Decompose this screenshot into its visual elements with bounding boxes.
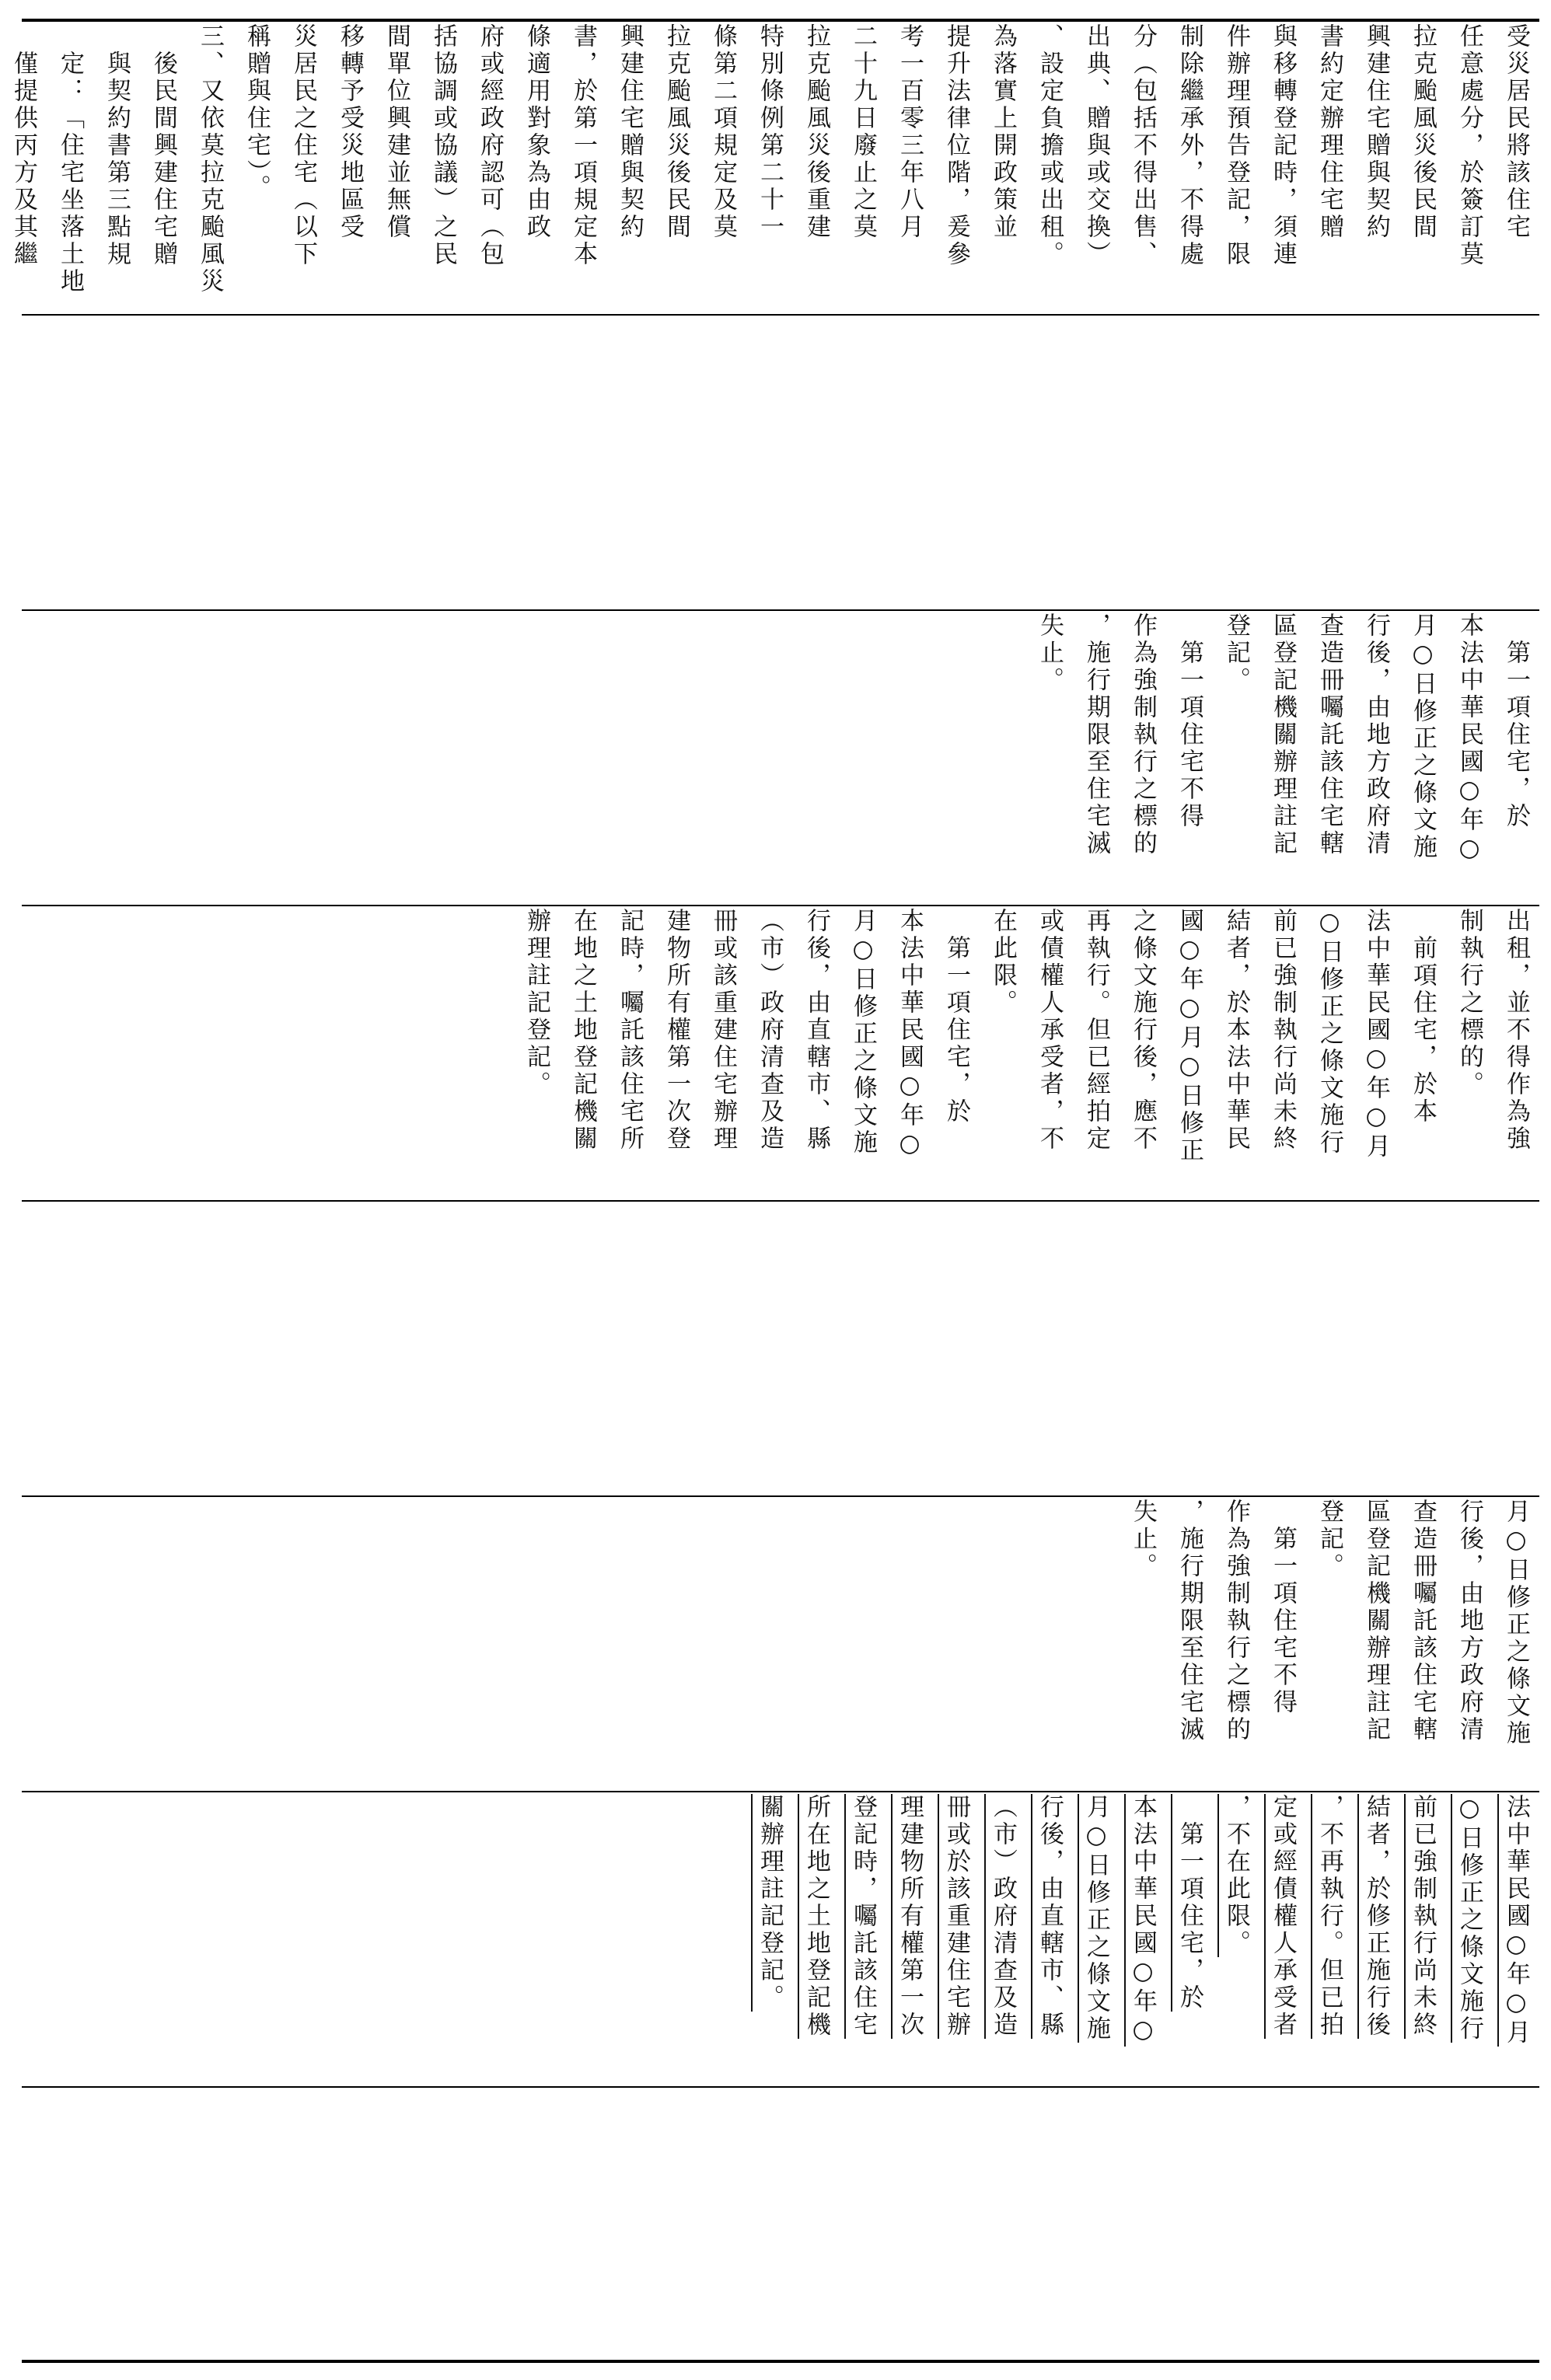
current-provision-text [1120,1499,1539,1789]
text-line: 第一項住宅不得 [1175,612,1203,830]
text-line: 法中華民國○年○月 [1502,1794,1530,2047]
text-line: 在地之土地登記機關 [569,908,597,1153]
text-line: 出租，並不得作為強 [1502,908,1530,1153]
text-line: 再執行。但已經拍定 [1082,908,1110,1153]
text-line: ，不再執行。但已拍 [1315,1794,1343,2039]
text-line: 第一項住宅，於 [942,908,970,1125]
text-line: 考一百零三年八月 [896,23,924,241]
text-line: 第一項住宅，於 [1502,612,1530,830]
blank-section [22,2089,1539,2358]
current-provision-text [1026,612,1539,903]
text-line: 作為強制執行之標的 [1222,1499,1250,1743]
blank-section [22,317,1539,608]
text-line: 與移轉登記時，須連 [1269,23,1297,268]
text-line: 理建物所有權第一次 [896,1794,924,2039]
text-line: ○日修正之條文施行 [1315,908,1343,1157]
text-line: 書約定辦理住宅贈 [1315,23,1343,241]
text-line: ，施行期限至住宅滅 [1082,612,1110,857]
text-line: 月○日修正之條文施 [1082,1794,1110,2043]
amended-provision-section [22,908,1539,1199]
blank-section [22,1203,1539,1494]
text-line: 前已強制執行尚未終 [1409,1794,1437,2039]
text-line: 受災居民將該住宅 [1502,23,1530,241]
text-line: 冊或於該重建住宅辦 [942,1794,970,2039]
divider-rule [22,1495,1539,1497]
text-line: 災居民之住宅（以下 [289,23,317,268]
text-line: 移轉予受災地區受 [336,23,364,241]
text-line: 之條文施行後，應不 [1129,908,1157,1153]
text-line: 查造冊囑託該住宅轄 [1315,612,1343,857]
text-line: ，施行期限至住宅滅 [1175,1499,1203,1743]
text-line: 月○日修正之條文施 [1502,1499,1530,1747]
amended-provision-text [513,908,1539,1199]
text-line: 登記。 [1222,612,1250,694]
text-line: 本法中華民國○年○ [896,908,924,1160]
amended-provision-section [22,1794,1539,2085]
text-line: 作為強制執行之標的 [1129,612,1157,857]
text-line: 月○日修正之條文施 [1409,612,1437,861]
text-line: 拉克颱風災後民間 [662,23,690,241]
text-line: 條第二項規定及莫 [709,23,737,241]
divider-rule [22,2086,1539,2088]
text-line: 定或經債權人承受者 [1269,1794,1297,2039]
text-line: 前已強制執行尚未終 [1269,908,1297,1153]
divider-rule [22,314,1539,316]
text-line: 書，於第一項規定本 [569,23,597,268]
text-line: （市）政府清查及造 [989,1794,1017,2039]
text-line: 行後，由地方政府清 [1455,1499,1483,1743]
text-line: 、設定負擔或出租。 [1036,23,1064,268]
text-line: 所在地之土地登記機 [802,1794,830,2039]
top-rule [22,19,1539,22]
text-line: 登記。 [1315,1499,1343,1580]
text-line: 失止。 [1036,612,1064,694]
text-line: 行後，由地方政府清 [1362,612,1390,857]
text-line: 登記時，囑託該住宅 [849,1794,877,2039]
text-line: 或債權人承受者，不 [1036,908,1064,1153]
divider-rule [22,609,1539,611]
divider-rule [22,1200,1539,1202]
text-line: 前項住宅，於本 [1409,908,1437,1125]
text-line: 關辦理註記登記。 [756,1794,784,2012]
text-line: 法中華民國○年○月 [1362,908,1390,1160]
text-line: 本法中華民國○年○ [1129,1794,1157,2047]
text-line: 拉克颱風災後重建 [802,23,830,241]
text-line: 與契約書第三點規 [103,23,131,268]
explanation-text [0,23,1539,312]
text-line: 辦理註記登記。 [522,908,550,1098]
current-provision-section [22,612,1539,903]
divider-rule [22,905,1539,906]
text-line: 特別條例第二十一 [756,23,784,241]
text-line: 結者，於修正施行後 [1362,1794,1390,2039]
text-line: 第一項住宅，於 [1175,1794,1203,2012]
text-line: 記時，囑託該住宅所 [616,908,644,1153]
text-line: 拉克颱風災後民間 [1409,23,1437,241]
text-line: ○日修正之條文施行 [1455,1794,1483,2043]
text-line: 件辦理預告登記，限 [1222,23,1250,268]
text-line: 行後，由直轄市、縣 [802,908,830,1153]
text-line: 月○日修正之條文施 [849,908,877,1157]
text-line: 三、又依莫拉克颱風災 [196,23,224,295]
text-line: 制除繼承外，不得處 [1175,23,1203,268]
text-line: 建物所有權第一次登 [662,908,690,1153]
text-line: 分（包括不得出售、 [1129,23,1157,268]
text-line: 失止。 [1129,1499,1157,1580]
text-line: 本法中華民國○年○ [1455,612,1483,865]
text-line: 定：「住宅坐落土地 [56,23,84,295]
current-provision-section [22,1499,1539,1789]
text-line: 提升法律位階，爰參 [942,23,970,268]
text-line: 制執行之標的。 [1455,908,1483,1098]
text-line: 興建住宅贈與契約 [616,23,644,241]
text-line: 後民間興建住宅贈 [149,23,177,268]
text-line: 在此限。 [989,908,1017,1017]
text-line: 括協調或協議）之民 [429,23,457,268]
text-line: ，不在此限。 [1222,1794,1250,1957]
text-line: 間單位興建並無償 [383,23,410,241]
bottom-rule [22,2360,1539,2363]
text-line: 行後，由直轄市、縣 [1036,1794,1064,2039]
text-line: 府或經政府認可（包 [476,23,504,268]
text-line: 區登記機關辦理註記 [1362,1499,1390,1743]
explanation-section [9,23,1539,312]
text-line: 為落實上開政策並 [989,23,1017,241]
text-line: 僅提供丙方及其繼 [9,23,37,268]
text-line: 冊或該重建住宅辦理 [709,908,737,1153]
text-line: 結者，於本法中華民 [1222,908,1250,1153]
text-line: 二十九日廢止之莫 [849,23,877,241]
text-line: 興建住宅贈與契約 [1362,23,1390,241]
text-line: 第一項住宅不得 [1269,1499,1297,1716]
text-line: 出典、贈與或交換） [1082,23,1110,268]
text-line: 任意處分，於簽訂莫 [1455,23,1483,268]
text-line: 查造冊囑託該住宅轄 [1409,1499,1437,1743]
text-line: （市）政府清查及造 [756,908,784,1153]
text-line: 稱贈與住宅）。 [243,23,271,202]
text-line: 區登記機關辦理註記 [1269,612,1297,857]
text-line: 條適用對象為由政 [522,23,550,241]
text-line: 國○年○月○日修正 [1175,908,1203,1164]
divider-rule [22,1791,1539,1792]
amended-provision-text [746,1794,1539,2085]
